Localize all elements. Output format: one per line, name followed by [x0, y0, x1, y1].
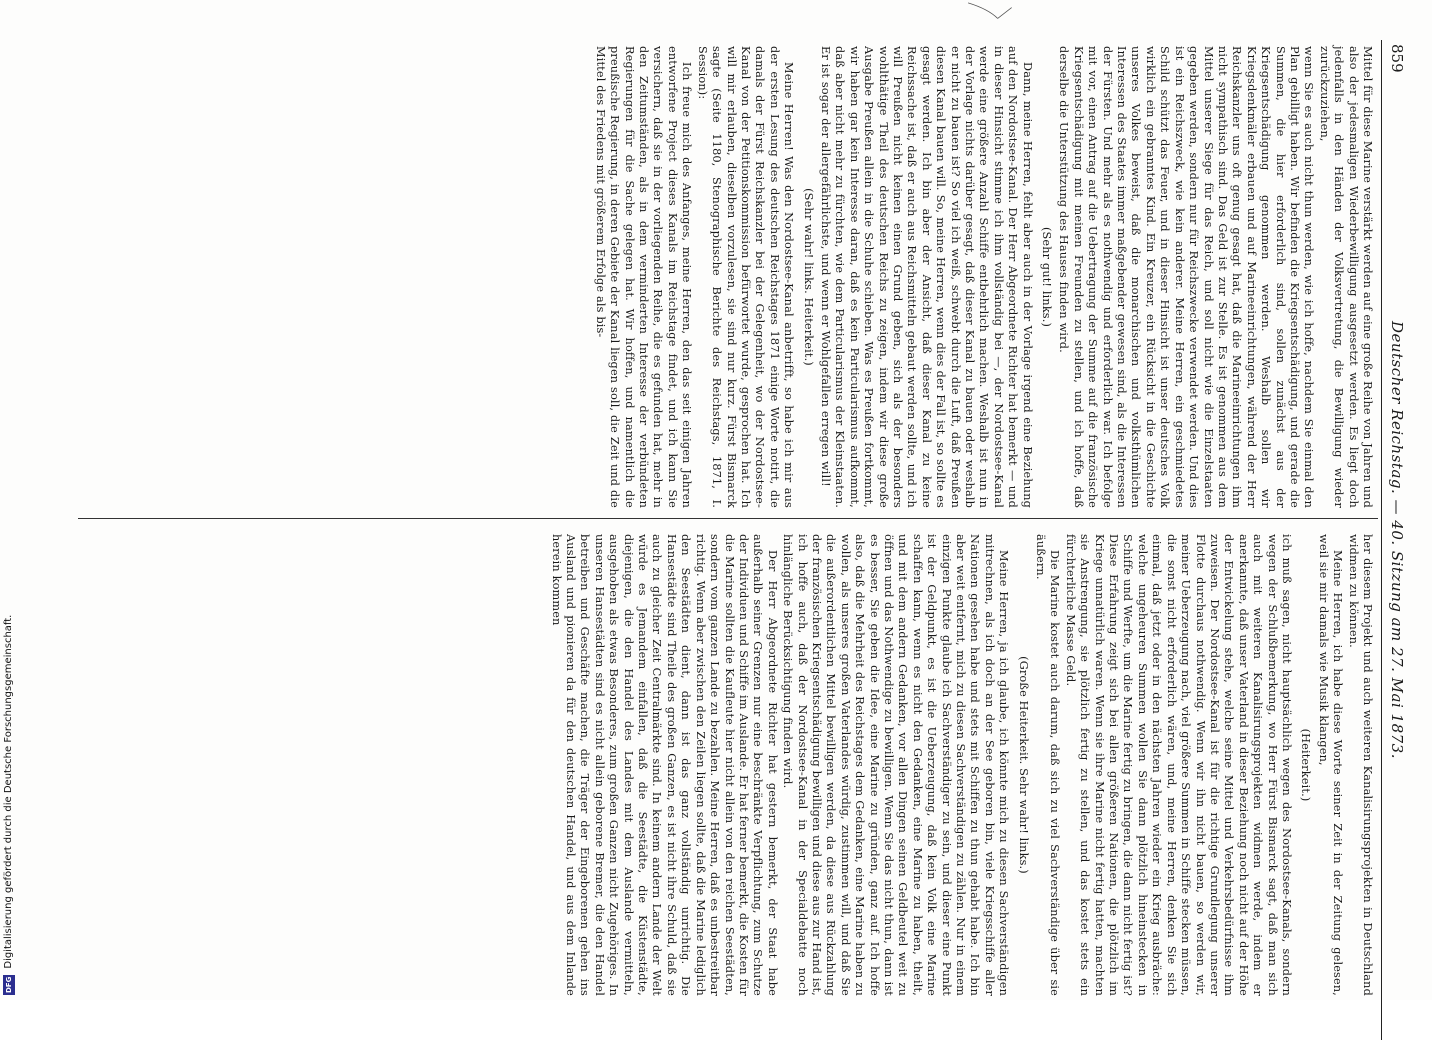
interjection: (Heiterkeit.)	[1299, 728, 1313, 802]
dfg-logo: DFG	[5, 976, 13, 993]
right-column	[547, 534, 1374, 996]
paragraph: Meine Herren, ja ich glaube, ich könnte mich zu diesen Sachverständigen mitrechnen, als ich doch an der See geboren bin, viele Kriegsschiffe aller Nationen gesehen habe und stets mit Schiffen zu thun gehabt habe. Ich bin aber weit entfernt, mich zu diesen Sachverständigen zu zählen. Nur in einem einzigen Punkte glaube ich Sachverständiger zu sein, und dieser eine Punkt ist der Geldpunkt, es ist die Ueberzeugung, daß kein Volk eine Marine schaffen kann, wenn es nicht den Gedanken, eine Marine zu haben, theilt, und mit dem andern Gedanken, vor allen Dingen seinen Geldbeutel weit zu öffnen und das Nothwendige zu bewilligen. Wenn Sie das nicht thun, dann ist es besser, Sie geben die Idee, eine Marine zu gründen, ganz auf. Ich hoffe also, daß die Mehrheit des Reichstages dem Gedanken, eine Marine haben zu wollen, als unseres großen Vaterlandes würdig, zustimmen will, und daß Sie die außerordentlichen Mittel bewilligen werden, da diese aus Rückzahlung der französischen Kriegsentschädigung bewilligen und diese aus zur Hand ist, ich hoffe auch, daß der Nordostsee-Kanal in der Specialdebatte noch hinlängliche Berücksichtigung finden wird.	[781, 534, 1011, 996]
interjection: (Sehr gut! links.)	[1040, 226, 1054, 328]
left-column	[591, 46, 1374, 508]
page-number: 859	[1388, 44, 1406, 73]
corner-scribble	[965, 0, 1035, 26]
footer-credit	[2, 0, 18, 995]
interjection: (Sehr wahr! links. Heiterkeit.)	[801, 188, 815, 366]
quotation: Ich freue mich des Anfanges, meine Herren, den das seit einigen Jahren entworfene Project dieses Kanals im Reichstage findet, und ich kann Sie versichern, daß sie in der vorliegenden Reihe, die es gefunden hat, mehr in den Zeitumständen, als in dem verminderten Interesse der verbündeten Regierungen für die Sache gelegen hat. Wir hoffen, und namentlich die preußische Regierung, in deren Gebiete der Kanal liegen soll, die Zeit und die Mittel des Friedens mit größerem Erfolge als bis-	[593, 46, 694, 508]
rotated-page	[50, 40, 1410, 1040]
paragraph: Meine Herren! Was den Nordostsee-Kanal anbetrifft, so habe ich mir aus der ersten Lesung des deutschen Reichstages 1871 einige Worte notirt, die damals der Fürst Reichskanzler bei der Gelegenheit, wo der Nordostsee-Kanal von der Petitionskommission befürwortet wurde, gesprochen hat. Ich will mir erlauben, dieselben vorzulesen, sie sind nur kurz. Fürst Bismarck sagte (Seite 1180, Stenographische Berichte des Reichstags, 1871, I. Session):	[695, 46, 796, 508]
paragraph: wenn Sie es auch nicht thun werden, wie ich hoffe, nachdem Sie einmal den Plan gebilligt haben. Wir befinden die Kriegsentschädigung, und gerade die Summen, die hier erforderlich sind, sollen zunächst aus der Kriegsentschädigung genommen werden. Weshalb sollen wir Kriegsdenkmäler erbauen und auf Marineeinrichtungen, während der Herr Reichskanzler uns oft genug gesagt hat, daß die Marineeinrichtungen ihm nicht sympathisch sind. Das Geld ist zur Stelle. Es ist genommen aus dem Mittel unserer Siege für das Reich, und soll nicht wie die Einzelstaaten gegeben werden, sondern nur für Reichszwecke verwendet werden. Und dies ist ein Reichszweck, wie kein anderer. Meine Herren, ein geschmiedetes Schild schützt das Feuer, und in dieser Hinsicht ist unser deutsches Volk wirklich ein gebranntes Kind. Ein Kreuzer, ein Rücksicht in die Geschichte unseres Volkes beweist, daß die monarchischen und volksthümlichen Interessen des Staates immer maßgebender gewesen sind, als die Interessen der Fürsten. Und mehr als es nothwendig und erforderlich war. Ich befolge mit vor, einen Antrag auf die Uebertragung der Summe auf die französische Kriegsentschädigung mit meinen Freunden zu stellen, und ich hoffe, daß derselbe die Unterstützung des Hauses finden wird.	[1057, 46, 1316, 508]
paragraph: Der Herr Abgeordnete Richter hat gestern bemerkt, der Staat habe außerhalb seiner Grenzen nur eine beschränkte Verpflichtung, zum Schutze der Individuen und Schiffe im Auslande. Er hat ferner bemerkt, die Kosten für die Marine sollten die Kaufleute hier nicht allein von den reichen Seestädten, sondern vom ganzen Lande zu bezahlen. Meine Herren, daß es unbestreitbar richtig. Wenn aber zwischen den Zeilen liegen sollte, daß die Marine lediglich den Seestädten dient, dann ist das ganz vollständig unrichtig. Die Hansestädte sind Theile des großen Ganzen, es ist nicht ihre Schuld, daß sie auch zu gleicher Zeit Centralmärkte sind. In keinem andern Lande der Welt würde es Jemandem einfallen, daß die Seestädte, die Küstenstädte, diejenigen, die den Handel des Landes mit dem Auslande vermitteln, ausgehoben als etwas Besonderes, zum großen Ganzen nicht Zugehöriges. In unseren Hansestädten sind es nicht allein geborene Bremer, die den Handel betreiben und Geschäfte machen, die Träger der Eingeborenen gehen ins Ausland und pionieren da für den deutschen Handel, und aus dem Inlande herein kommen	[549, 534, 779, 996]
quotation: her diesem Projekt und auch weiteren Kanalisirungsprojekten in Deutschland widmen zu können.	[1346, 534, 1374, 996]
page-header	[1381, 40, 1410, 1040]
paragraph: Mittel für diese Marine verstärkt werden auf eine große Reihe von Jahren und also der jedesmaligen Wiederbewilligung ausgesetzt werden. Es liegt doch jedenfalls in den Händen der Volksvertretung, die Bewilligung wieder zurückzuziehen,	[1317, 46, 1374, 508]
digitization-credit: Digitalisierung gefördert durch die Deutsche Forschungsgemeinschaft.	[3, 614, 14, 969]
paragraph: Die Marine kostet auch darum, daß sich zu viel Sachverständige über sie äußern.	[1034, 534, 1062, 996]
paragraph: Dann, meine Herren, fehlt aber auch in der Vorlage irgend eine Beziehung auf den Nordostsee-Kanal. Der Herr Abgeordnete Richter hat bemerkt — und in dieser Hinsicht stimme ich ihm vollständig bei —, der Nordostsee-Kanal werde eine größere Anzahl Schiffe entbehrlich machen. Weshalb ist nun in der Vorlage nichts darüber gesagt, daß dieser Kanal zu bauen oder weshalb er nicht zu bauen ist? So viel ich weiß, schwebt durch die Luft, daß Preußen diesen Kanal bauen will. So, meine Herren, wenn dies der Fall ist, so sollte es gesagt werden. Ich bin aber der Ansicht, daß dieser Kanal zu keine Reichssache ist, daß er auch aus Reichsmitteln gebaut werden sollte, und ich will Preußen nicht keinen einen Grund geben, sich als der besonders wohlthätige Theil des deutschen Reichs zu zeigen, indem wir diese große Ausgabe Preußen allein in die Schuhe schieben. Was es Preußen fortkommt, wir haben gar kein Interesse daran, daß es kein Particularismus aufkommt, daß aber nicht mehr zu fürchten, wie dem Particularismus der Kleinstaaten. Er ist sogar der allergefährlichste, und wenn er Wohlgefallen erregen will!	[818, 46, 1034, 508]
column-divider	[78, 518, 1378, 519]
paragraph: ich muß sagen, nicht hauptsächlich wegen des Nordostsee-Kanals, sondern wegen der Schlußbemerkung, wo Herr Fürst Bismarck sagt, daß man sich auch mit weiteren Kanalisirungsprojekten widmen werde, indem er anerkannte, daß unser Vaterland in dieser Beziehung noch nicht auf der Höhe der Entwickelung stehe, welche seine Mittel und Verkehrsbedürfnisse ihm zuweisen. Der Nordostsee-Kanal ist für die richtige Grundlegung unserer Flotte durchaus nothwendig. Wenn wir ihn nicht bauen, so werden wir, meiner Ueberzeugung nach, viel größere Summen in Schiffe stecken müssen, die sonst nicht erforderlich wären, und, meine Herren, denken Sie sich einmal, daß jetzt oder in den nächsten Jahren wieder ein Krieg ausbräche: welche ungeheuren Summen wollen Sie dann plötzlich hineinstecken in Schiffe und Werfte, um die Marine fertig zu bringen, die dann nicht fertig ist? Diese Erfahrung zeigt sich bei allen größeren Nationen, die plötzlich im Kriege unnatürlich waren. Wenn sie ihre Marine nicht fertig hatten, machten sie Anstrengung, sie plötzlich fertig zu stellen, und das kostet stets ein fürchterliche Masse Geld.	[1063, 534, 1293, 996]
paragraph: Meine Herren, ich habe diese Worte seiner Zeit in der Zeitung gelesen, weil sie mir damals wie Musik klangen,	[1316, 534, 1345, 996]
page-title: Deutscher Reichstag. — 40. Sitzung am 27. Mai 1873.	[1388, 321, 1406, 759]
interjection: (Große Heiterkeit. Sehr wahr! links.)	[1016, 656, 1030, 874]
